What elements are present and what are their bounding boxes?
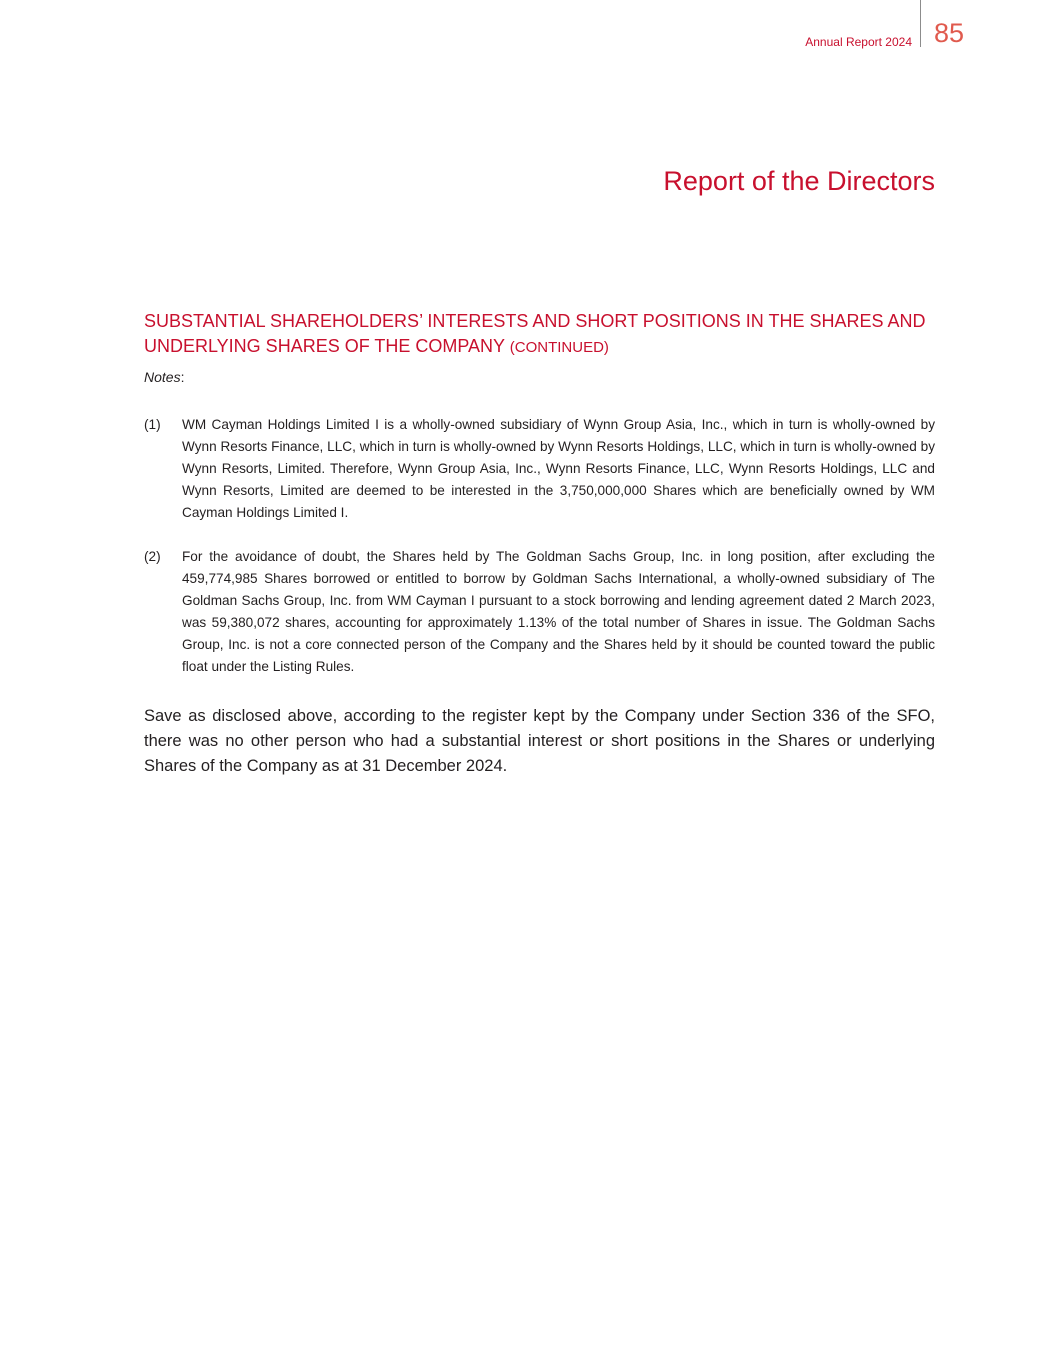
note-text: WM Cayman Holdings Limited I is a wholly-owned subsidiary of Wynn Group Asia, Inc., which in turn is wholly-owned by Wynn Resorts Finance, LLC, which in turn is wholly-owned by Wynn Resorts Holdings, LLC, which in turn is wholly-owned by Wynn Resorts, Limited. Therefore, Wynn Group Asia, Inc., Wynn Resorts Finance, LLC, Wynn Resorts Holdings, LLC and Wynn Resorts, Limited are deemed to be interested in the 3,750,000,000 Shares which are beneficially owned by WM Cayman Holdings Limited I. (182, 417, 935, 520)
note-item (144, 414, 935, 524)
page-number: 85 (934, 18, 965, 48)
notes-label-colon: : (180, 369, 185, 385)
notes-label (144, 369, 184, 385)
note-number: (2) (144, 549, 161, 564)
report-header-label: Annual Report 2024 (805, 35, 912, 49)
header-divider (920, 0, 921, 47)
section-continued-label: (CONTINUED) (509, 339, 609, 356)
closing-paragraph: Save as disclosed above, according to the register kept by the Company under Section 336 of the SFO, there was no other person who had a substantial interest or short positions in the Shares or underlying Shares of the Company as at 31 December 2024. (144, 707, 935, 775)
note-number: (1) (144, 417, 161, 432)
section-heading-text: SUBSTANTIAL SHAREHOLDERS’ INTERESTS AND SHORT POSITIONS IN THE SHARES AND UNDERLYING SHARES OF THE COMPANY (144, 311, 926, 356)
notes-label-text: Notes (144, 369, 181, 385)
note-item (144, 546, 935, 678)
section-heading (144, 309, 935, 360)
page-title: Report of the Directors (663, 166, 935, 196)
note-text: For the avoidance of doubt, the Shares held by The Goldman Sachs Group, Inc. in long position, after excluding the 459,774,985 Shares borrowed or entitled to borrow by Goldman Sachs International, a wholly-owned subsidiary of The Goldman Sachs Group, Inc. from WM Cayman I pursuant to a stock borrowing and lending agreement dated 2 March 2023, was 59,380,072 shares, accounting for approximately 1.13% of the total number of Shares in issue. The Goldman Sachs Group, Inc. is not a core connected person of the Company and the Shares held by it should be counted toward the public float under the Listing Rules. (182, 549, 935, 674)
